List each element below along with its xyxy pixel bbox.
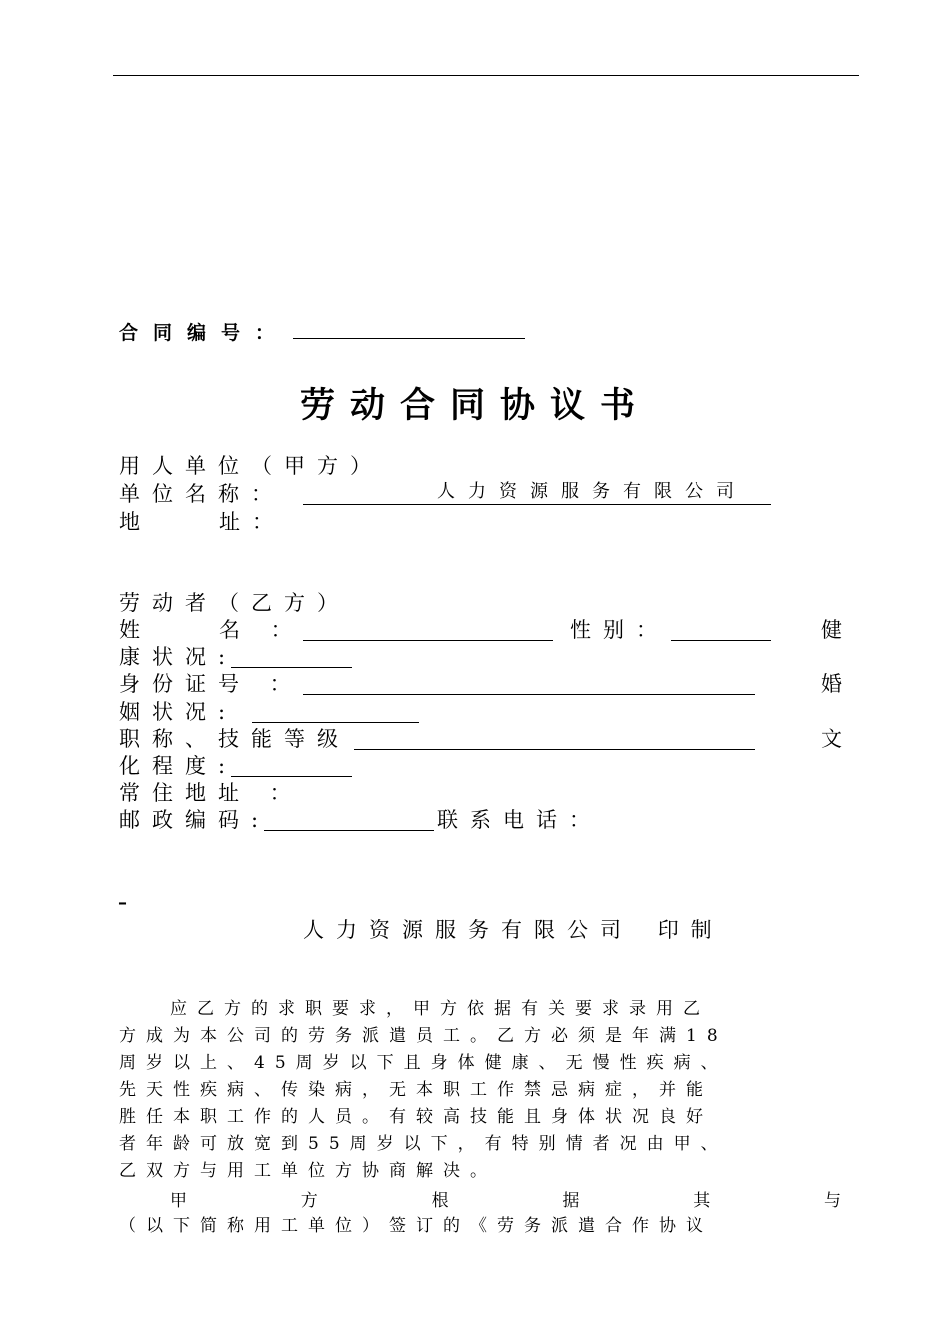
employer-name-value: 人力资源服务有限公司 <box>437 481 747 502</box>
id-number-label: 身份证号 ： <box>119 672 303 696</box>
health-label-b: 康状况: <box>119 645 238 669</box>
employer-section-label: 用人单位（甲方） <box>119 454 383 478</box>
marital-label-b: 姻状况: <box>119 700 238 724</box>
printer-company: 人力资源服务有限公司 <box>303 918 633 942</box>
printer-suffix: 印制 <box>657 918 724 942</box>
employer-address-label-a: 地 <box>119 510 152 534</box>
header-rule <box>113 75 859 76</box>
gender-field[interactable] <box>671 616 771 641</box>
postcode-label: 邮政编码: <box>119 808 271 832</box>
document-title: 劳动合同协议书 <box>299 385 650 426</box>
body-line-8-word: 与 <box>823 1191 841 1211</box>
id-number-field[interactable] <box>303 670 755 695</box>
worker-name-label-a: 姓 <box>119 618 152 642</box>
job-title-field[interactable] <box>354 725 755 750</box>
worker-section-label: 劳动者（乙方） <box>119 591 350 615</box>
employer-address-label-b: 址： <box>219 510 285 534</box>
body-line-7: 乙双方与用工单位方协商解决。 <box>119 1161 497 1181</box>
health-label-a: 健 <box>821 618 842 642</box>
body-line-8-word: 甲 <box>170 1191 187 1211</box>
worker-name-label-b: 名 ： <box>219 618 304 642</box>
contract-number-field[interactable] <box>293 338 525 339</box>
gender-label: 性别： <box>570 618 669 642</box>
phone-label: 联系电话： <box>437 808 602 832</box>
employer-name-field[interactable] <box>303 480 771 505</box>
education-label-a: 文 <box>821 727 842 751</box>
body-line-3: 周岁以上、45周岁以下且身体健康、无慢性疾病、 <box>119 1053 728 1073</box>
body-line-8-word: 其 <box>693 1191 711 1211</box>
worker-name-field[interactable] <box>303 616 553 641</box>
education-label-b: 化程度: <box>119 754 238 778</box>
body-line-8-word: 根 <box>431 1191 449 1211</box>
body-line-2: 方成为本公司的劳务派遣员工。乙方必须是年满18 <box>119 1026 728 1046</box>
residence-label: 常住地址 ： <box>119 781 303 805</box>
contract-number-row <box>119 318 525 345</box>
education-field[interactable] <box>231 752 352 777</box>
body-line-6: 者年龄可放宽到55周岁以下，有特别情者况由甲、 <box>119 1134 728 1154</box>
body-line-8-word: 方 <box>300 1191 318 1211</box>
body-line-8 <box>170 1186 841 1211</box>
body-line-5: 胜任本职工作的人员。有较高技能且身体状况良好 <box>119 1107 713 1127</box>
contract-number-label: 合同编号： <box>119 322 290 344</box>
printer-line <box>303 914 724 944</box>
job-title-label: 职称、技能等级 <box>119 727 350 751</box>
body-line-4: 先天性疾病、传染病，无本职工作禁忌病症，并能 <box>119 1080 713 1100</box>
body-line-9: （以下简称用工单位）签订的《劳务派遣合作协议 <box>119 1216 713 1236</box>
employer-name-label: 单位名称： <box>119 482 284 506</box>
footer-mark: – <box>118 892 127 913</box>
marital-field[interactable] <box>252 698 419 723</box>
body-line-8-word: 据 <box>562 1191 580 1211</box>
postcode-field[interactable] <box>264 806 434 831</box>
health-field[interactable] <box>231 643 352 668</box>
marital-label-a: 婚 <box>821 672 842 696</box>
body-line-1: 应乙方的求职要求，甲方依据有关要求录用乙 <box>170 999 710 1019</box>
